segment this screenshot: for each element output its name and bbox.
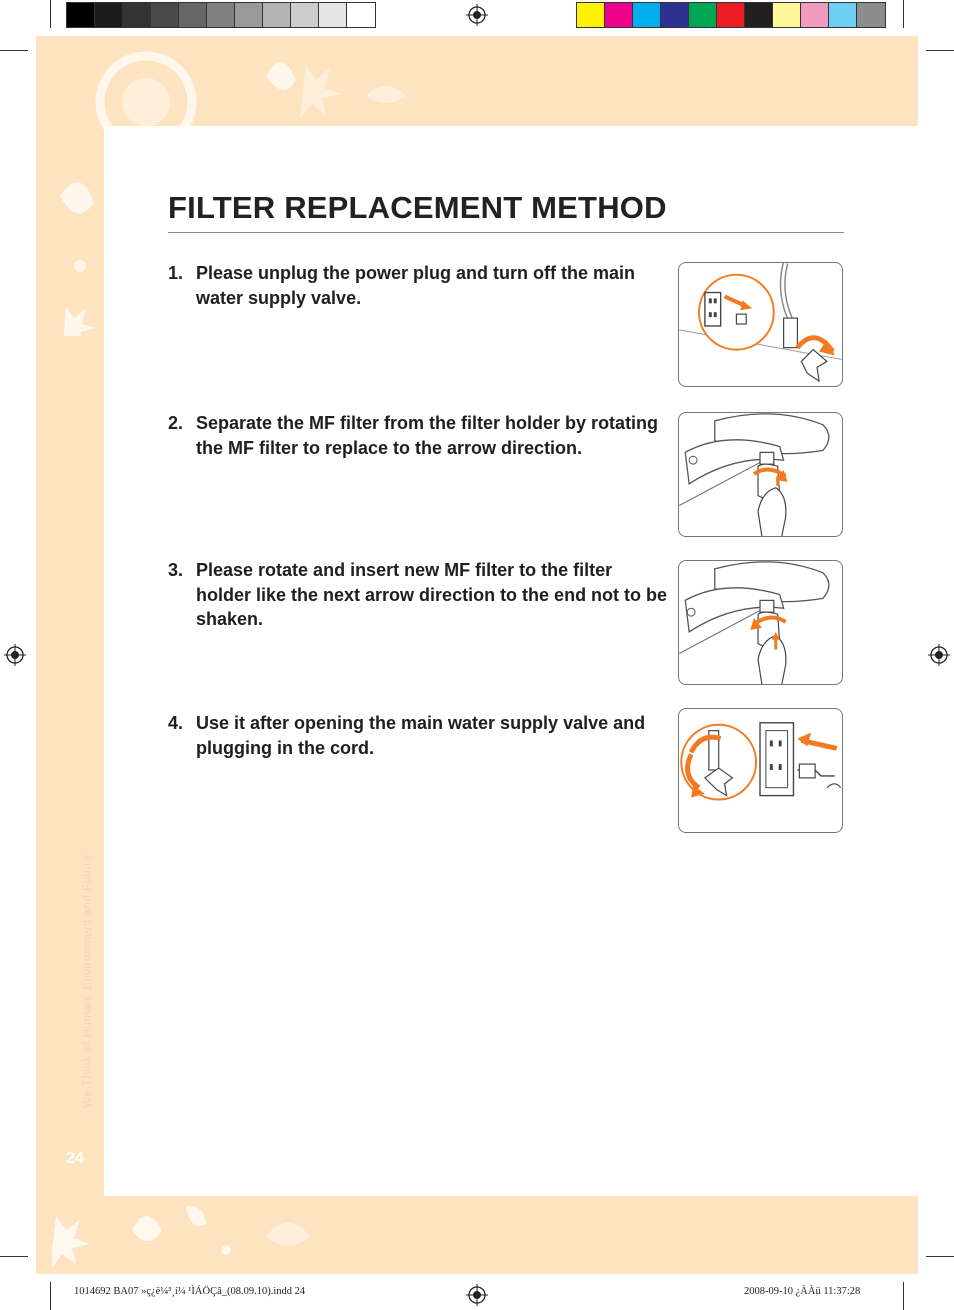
step-illustration-open-valve-and-plug-in xyxy=(678,708,843,833)
crop-mark xyxy=(926,50,954,51)
step-number: 3. xyxy=(168,560,184,580)
step-illustration-remove-filter xyxy=(678,412,843,537)
step-item xyxy=(168,261,668,310)
step-item xyxy=(168,711,668,760)
sidebar-tagline: We Think of Human, Environment and Future xyxy=(80,854,94,1108)
crop-mark xyxy=(903,0,904,28)
crop-mark xyxy=(50,0,51,28)
step-item xyxy=(168,558,668,632)
step-text: Separate the MF filter from the filter holder by rotating the MF filter to replace to the arrow direction. xyxy=(196,413,659,458)
step-number: 1. xyxy=(168,263,184,283)
step-item xyxy=(168,411,668,460)
registration-mark-icon xyxy=(4,644,26,666)
crop-mark xyxy=(926,1256,954,1257)
floral-decoration-icon xyxy=(36,1196,456,1274)
crop-mark xyxy=(903,1282,904,1310)
process-color-bar xyxy=(576,2,886,28)
file-info: 1014692 BA07 »ç¿ë¼³¸í¼ ¹ÌÁÖÇâ_(08.09.10).indd 24 xyxy=(74,1286,306,1297)
step-text: Please unplug the power plug and turn off the main water supply valve. xyxy=(196,263,636,308)
crop-mark xyxy=(0,50,28,51)
step-number: 2. xyxy=(168,413,184,433)
registration-mark-icon xyxy=(928,644,950,666)
registration-mark-icon xyxy=(466,1284,488,1306)
step-text: Please rotate and insert new MF filter to the filter holder like the next arrow direction to the end not to be shaken. xyxy=(196,560,668,629)
registration-mark-icon xyxy=(466,4,488,26)
step-text: Use it after opening the main water supply valve and plugging in the cord. xyxy=(196,713,646,758)
crop-mark xyxy=(50,1282,51,1310)
step-illustration-insert-filter xyxy=(678,560,843,685)
step-illustration-unplug-and-close-valve xyxy=(678,262,843,387)
print-timestamp: 2008-09-10 ¿ÀÀü 11:37:28 xyxy=(744,1286,861,1297)
crop-mark xyxy=(0,1256,28,1257)
grayscale-color-bar xyxy=(66,2,376,28)
page-number: 24 xyxy=(66,1150,84,1167)
step-number: 4. xyxy=(168,713,184,733)
page-title: FILTER REPLACEMENT METHOD xyxy=(168,190,844,233)
